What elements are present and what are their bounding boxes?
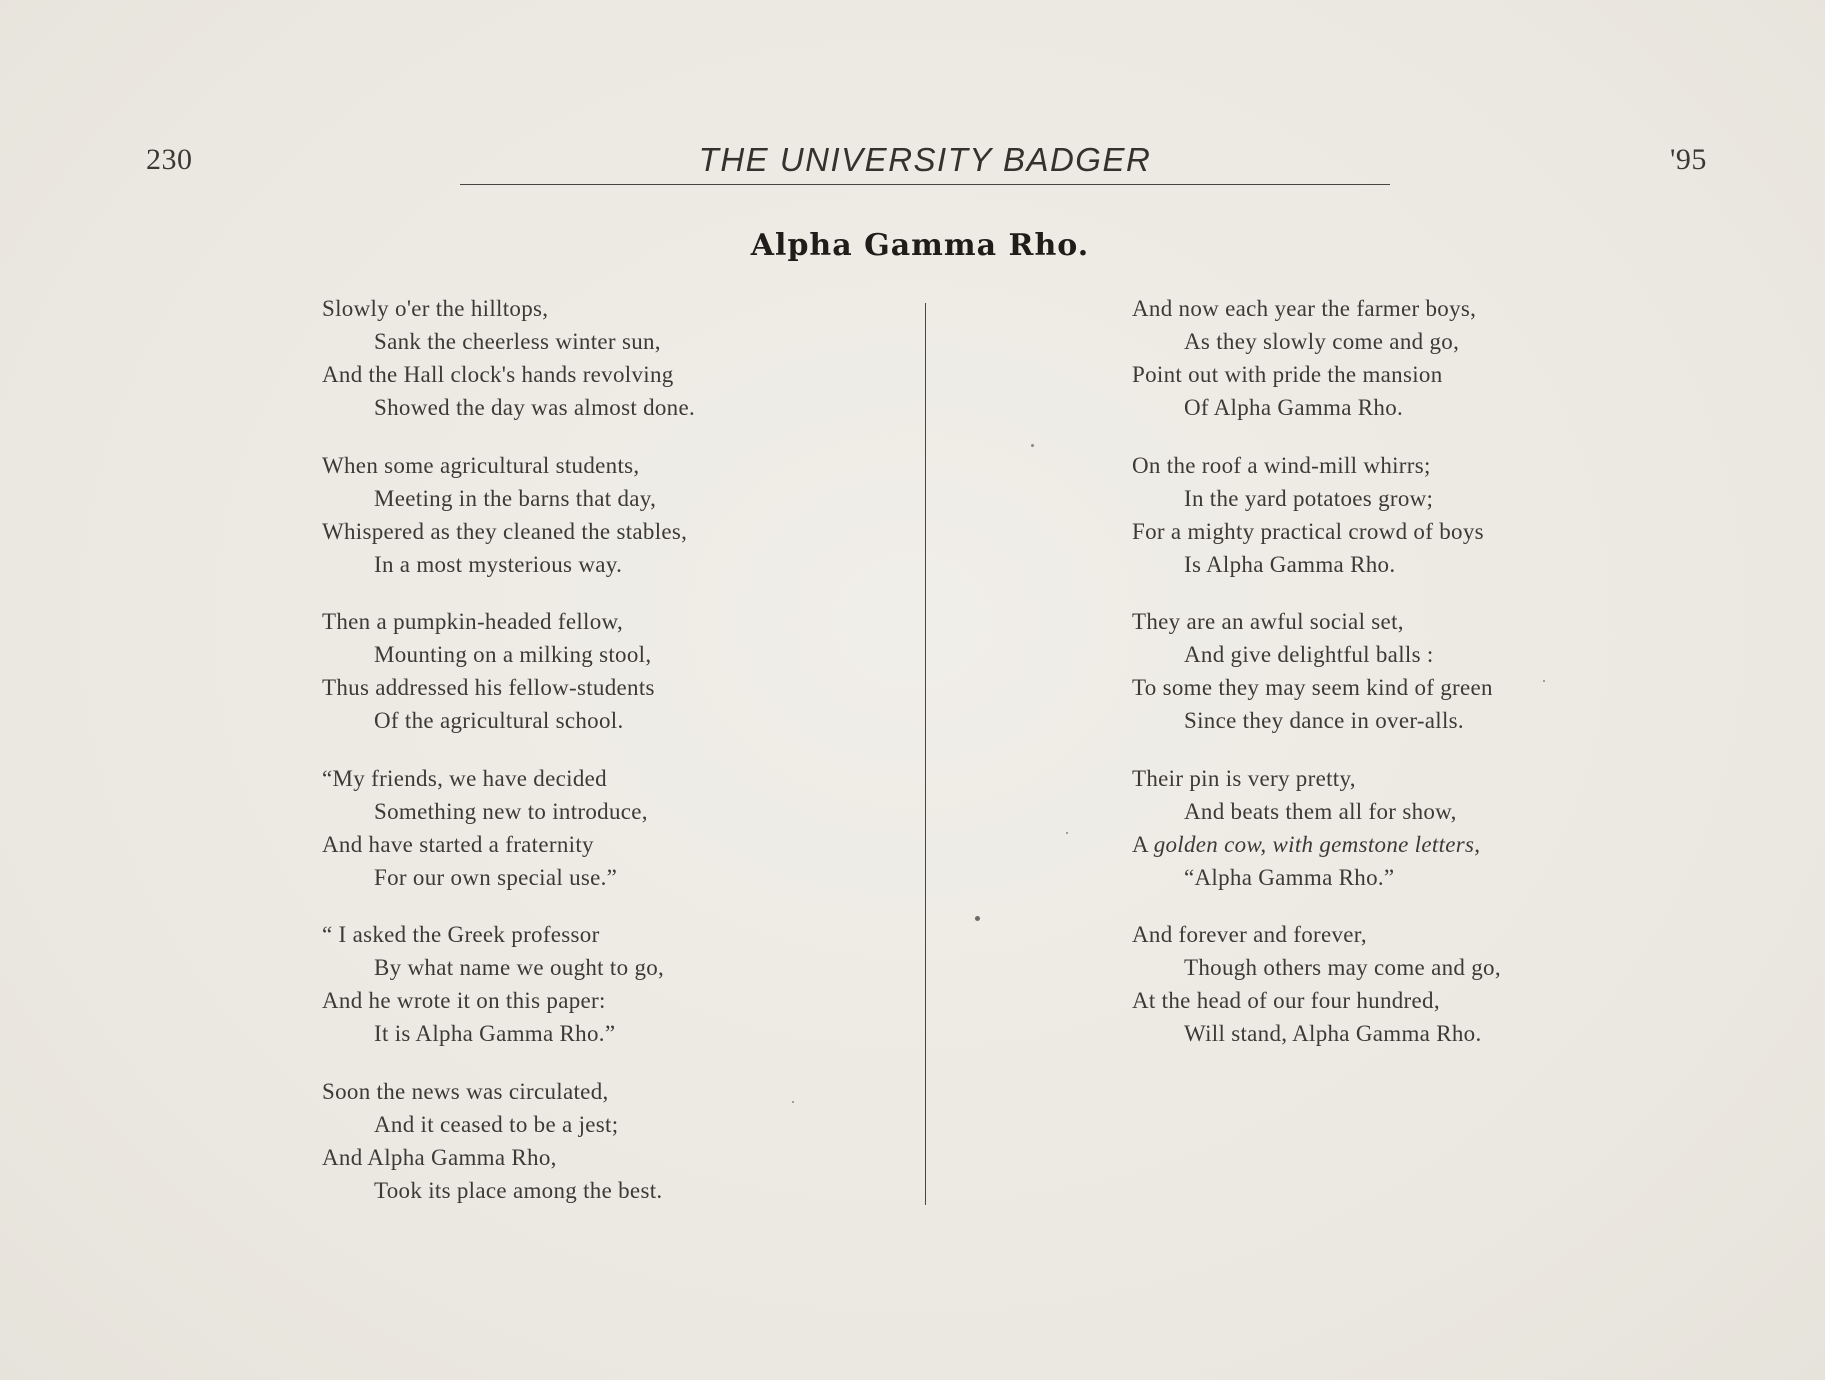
poem-line: “ I asked the Greek professor bbox=[322, 922, 600, 947]
poem-line: Slowly o'er the hilltops, bbox=[322, 296, 549, 321]
poem-line: Meeting in the barns that day, bbox=[374, 485, 657, 511]
stanza bbox=[322, 449, 842, 581]
poem-line: Then a pumpkin-headed fellow, bbox=[322, 609, 623, 634]
poem-line: Since they dance in over-alls. bbox=[1184, 708, 1464, 733]
poem-line: Their pin is very pretty, bbox=[1132, 765, 1356, 791]
stanza bbox=[1132, 762, 1652, 894]
running-title: THE UNIVERSITY BADGER bbox=[698, 141, 1152, 178]
poem-line: At the head of our four hundred, bbox=[1132, 988, 1440, 1013]
stanza bbox=[322, 605, 842, 737]
poem-line: Mounting on a milking stool, bbox=[374, 642, 652, 667]
poem-line: As they slowly come and go, bbox=[1184, 329, 1460, 354]
stanza bbox=[1132, 292, 1652, 424]
poem-line: And now each year the farmer boys, bbox=[1132, 296, 1477, 321]
poem-line: And the Hall clock's hands revolving bbox=[322, 362, 674, 387]
stanza bbox=[322, 918, 842, 1050]
poem-line: Whispered as they cleaned the stables, bbox=[322, 518, 688, 544]
stanza bbox=[322, 762, 842, 894]
paper-speck bbox=[1543, 680, 1545, 682]
paper-speck bbox=[792, 1101, 794, 1103]
poem-line: Something new to introduce, bbox=[374, 798, 648, 824]
poem-line-italic: golden cow, with gemstone letters, bbox=[1153, 831, 1481, 857]
poem-line: For a mighty practical crowd of boys bbox=[1132, 518, 1484, 544]
paper-speck bbox=[975, 916, 980, 921]
stanza bbox=[322, 292, 842, 424]
poem-line: To some they may seem kind of green bbox=[1132, 675, 1493, 700]
stanza bbox=[1132, 449, 1652, 581]
poem-line: Sank the cheerless winter sun, bbox=[374, 329, 661, 354]
poem-line: In the yard potatoes grow; bbox=[1184, 485, 1434, 511]
poem-line-prefix: A bbox=[1132, 831, 1154, 857]
poem-line: “Alpha Gamma Rho.” bbox=[1184, 864, 1395, 890]
poem-line: And he wrote it on this paper: bbox=[322, 988, 606, 1013]
paper-speck bbox=[1066, 832, 1068, 834]
poem-line: “My friends, we have decided bbox=[322, 765, 607, 791]
page-number: 230 bbox=[146, 143, 193, 176]
poem-line: They are an awful social set, bbox=[1132, 609, 1404, 634]
stanza bbox=[322, 1075, 842, 1207]
poem-line: Point out with pride the mansion bbox=[1132, 362, 1443, 387]
poem-line: For our own special use.” bbox=[374, 864, 618, 890]
poem-line: And have started a fraternity bbox=[322, 831, 594, 857]
class-year: '95 bbox=[1670, 143, 1707, 176]
poem-line: Showed the day was almost done. bbox=[374, 395, 696, 420]
poem-line: And Alpha Gamma Rho, bbox=[322, 1144, 557, 1170]
poem-line-mixed bbox=[1132, 828, 1652, 861]
poem-right-column bbox=[1132, 292, 1652, 1075]
stanza bbox=[1132, 605, 1652, 737]
poem-line: Thus addressed his fellow-students bbox=[322, 675, 655, 700]
stanza bbox=[1132, 918, 1652, 1050]
poem-line: Though others may come and go, bbox=[1184, 955, 1501, 980]
header-rule bbox=[460, 184, 1390, 185]
poem-line: In a most mysterious way. bbox=[374, 551, 623, 577]
poem-line: Of Alpha Gamma Rho. bbox=[1184, 395, 1404, 420]
poem-line: On the roof a wind-mill whirrs; bbox=[1132, 452, 1431, 478]
poem-left-column bbox=[322, 292, 842, 1231]
poem-line: Took its place among the best. bbox=[374, 1177, 663, 1203]
poem-line: And give delightful balls : bbox=[1184, 642, 1434, 667]
poem-line: Of the agricultural school. bbox=[374, 708, 624, 733]
poem-title: Alpha Gamma Rho. bbox=[750, 228, 1090, 263]
poem-line: And it ceased to be a jest; bbox=[374, 1111, 619, 1137]
poem-line: By what name we ought to go, bbox=[374, 955, 665, 980]
poem-line: Is Alpha Gamma Rho. bbox=[1184, 551, 1396, 577]
poem-line: And beats them all for show, bbox=[1184, 798, 1457, 824]
poem-line: Will stand, Alpha Gamma Rho. bbox=[1184, 1021, 1482, 1046]
paper-speck bbox=[1031, 444, 1034, 447]
poem-line: When some agricultural students, bbox=[322, 452, 640, 478]
column-divider bbox=[925, 303, 926, 1205]
poem-line: And forever and forever, bbox=[1132, 922, 1367, 947]
poem-line: Soon the news was circulated, bbox=[322, 1078, 609, 1104]
poem-line: It is Alpha Gamma Rho.” bbox=[374, 1021, 616, 1046]
